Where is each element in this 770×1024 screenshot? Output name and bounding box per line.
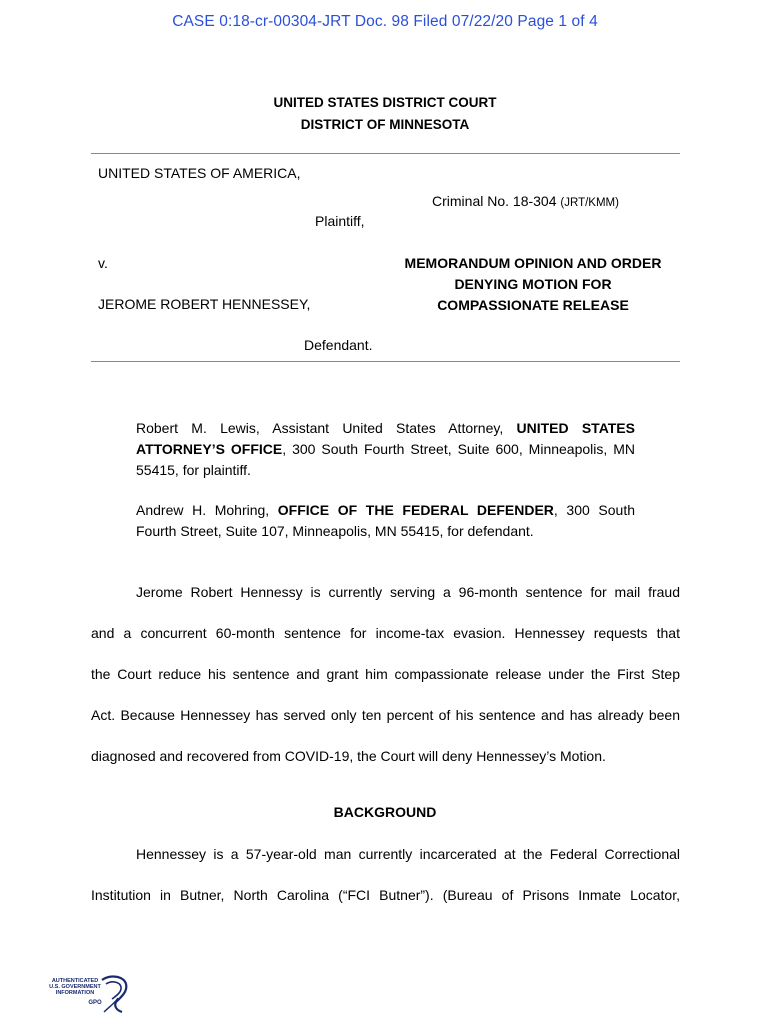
plaintiff-role: Plaintiff, (315, 213, 365, 229)
gpo-authentication-seal (44, 972, 134, 1016)
document-title-line-3: COMPASSIONATE RELEASE (437, 297, 629, 313)
paragraph-1-line-1: Jerome Robert Hennessy is currently serving a 96-month sentence for mail fraud (136, 584, 680, 600)
versus: v. (98, 255, 108, 271)
court-name: UNITED STATES DISTRICT COURT (273, 95, 497, 110)
seal-line-1: AUTHENTICATED (51, 978, 99, 984)
plaintiff-counsel-office: UNITED STATES ATTORNEY’S OFFICE (136, 420, 635, 457)
case-number-text: Criminal No. 18-304 (432, 193, 557, 209)
defendant-counsel-address: , 300 South Fourth Street, Suite 107, Minneapolis, MN 55415, for defendant. (136, 502, 635, 539)
caption-bottom-rule (91, 361, 680, 362)
plaintiff-counsel (136, 418, 635, 481)
defendant-role: Defendant. (304, 337, 373, 353)
paragraph-1-line-3: the Court reduce his sentence and grant him compassionate release under the First Step (91, 666, 680, 682)
section-heading-background: BACKGROUND (333, 804, 437, 820)
defendant-name: JEROME ROBERT HENNESSEY, (98, 296, 311, 312)
document-title-line-2: DENYING MOTION FOR (454, 276, 612, 292)
defendant-counsel (136, 500, 635, 542)
paragraph-2-line-1: Hennessey is a 57-year-old man currently incarcerated at the Federal Correctional (136, 846, 680, 862)
paragraph-1-line-2: and a concurrent 60-month sentence for income-tax evasion. Hennessey requests that (91, 625, 680, 641)
case-number (432, 193, 619, 209)
paragraph-1-line-5: diagnosed and recovered from COVID-19, the Court will deny Hennessey’s Motion. (91, 748, 606, 764)
document-title-line-1: MEMORANDUM OPINION AND ORDER (404, 255, 662, 271)
seal-line-4: GPO (88, 1000, 102, 1006)
plaintiff-name: UNITED STATES OF AMERICA, (98, 165, 301, 181)
caption-top-rule (91, 153, 680, 154)
paragraph-2-line-2: Institution in Butner, North Carolina (“FCI Butner”). (Bureau of Prisons Inmate Locator, (91, 887, 680, 903)
seal-line-2: U.S. GOVERNMENT (49, 984, 101, 990)
filing-stamp: CASE 0:18-cr-00304-JRT Doc. 98 Filed 07/22/20 Page 1 of 4 (172, 13, 598, 30)
plaintiff-counsel-name: Robert M. Lewis, Assistant United States Attorney, (136, 420, 517, 436)
plaintiff-counsel-address: , 300 South Fourth Street, Suite 600, Minneapolis, MN 55415, for plaintiff. (136, 441, 636, 478)
court-district: DISTRICT OF MINNESOTA (300, 117, 470, 132)
defendant-counsel-name: Andrew H. Mohring, (136, 502, 278, 518)
judge-initials: (JRT/KMM) (560, 197, 619, 209)
seal-line-3: INFORMATION (55, 990, 95, 996)
defendant-counsel-office: OFFICE OF THE FEDERAL DEFENDER (277, 502, 554, 518)
paragraph-1-line-4: Act. Because Hennessey has served only ten percent of his sentence and has already been (91, 707, 680, 723)
